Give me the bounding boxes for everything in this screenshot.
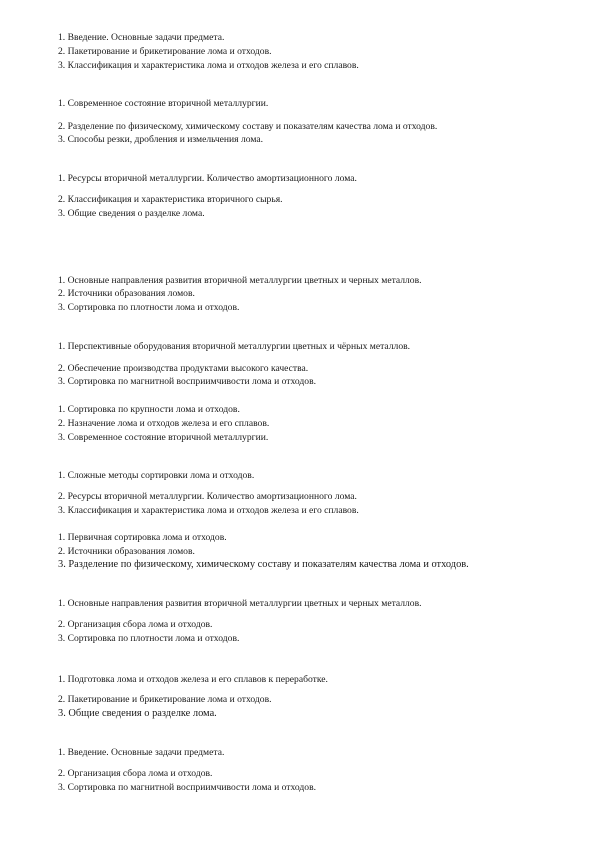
- text-line: 3. Общие сведения о разделке лома.: [58, 708, 217, 719]
- text-line: 3. Классификация и характеристика лома и отходов железа и его сплавов.: [58, 505, 359, 516]
- text-line: 1. Сложные методы сортировки лома и отходов.: [58, 470, 255, 481]
- text-line: 1. Основные направления развития вторичной металлургии цветных и черных металлов.: [58, 275, 422, 286]
- text-line: 2. Источники образования ломов.: [58, 288, 195, 299]
- text-line: 2. Организация сбора лома и отходов.: [58, 619, 213, 630]
- text-line: 2. Обеспечение производства продуктами высокого качества.: [58, 363, 309, 374]
- text-line: 3. Сортировка по плотности лома и отходов.: [58, 633, 240, 644]
- text-line: 2. Пакетирование и брикетирование лома и отходов.: [58, 694, 272, 705]
- text-line: 3. Современное состояние вторичной металлургии.: [58, 432, 269, 443]
- text-line: 2. Пакетирование и брикетирование лома и отходов.: [58, 46, 272, 57]
- text-line: 1. Введение. Основные задачи предмета.: [58, 747, 225, 758]
- text-line: 2. Организация сбора лома и отходов.: [58, 768, 213, 779]
- text-line: 3. Сортировка по магнитной восприимчивости лома и отходов.: [58, 782, 317, 793]
- text-line: 1. Современное состояние вторичной металлургии.: [58, 98, 269, 109]
- text-line: 1. Подготовка лома и отходов железа и его сплавов к переработке.: [58, 674, 328, 685]
- text-line: 2. Назначение лома и отходов железа и его сплавов.: [58, 418, 270, 429]
- text-line: 3. Сортировка по плотности лома и отходов.: [58, 302, 240, 313]
- text-line: 1. Перспективные оборудования вторичной металлургии цветных и чёрных металлов.: [58, 341, 411, 352]
- text-line: 1. Сортировка по крупности лома и отходов.: [58, 404, 240, 415]
- text-line: 2. Ресурсы вторичной металлургии. Количество амортизационного лома.: [58, 491, 357, 502]
- text-line: 1. Введение. Основные задачи предмета.: [58, 32, 225, 43]
- text-line: 3. Сортировка по магнитной восприимчивости лома и отходов.: [58, 376, 317, 387]
- text-line: 1. Основные направления развития вторичной металлургии цветных и черных металлов.: [58, 598, 422, 609]
- text-line: 3. Разделение по физическому, химическому составу и показателям качества лома и отходов.: [58, 559, 469, 570]
- text-line: 2. Классификация и характеристика вторичного сырья.: [58, 194, 283, 205]
- text-line: 2. Источники образования ломов.: [58, 546, 195, 557]
- text-line: 3. Способы резки, дробления и измельчения лома.: [58, 134, 264, 145]
- text-line: 1. Ресурсы вторичной металлургии. Количество амортизационного лома.: [58, 173, 357, 184]
- text-line: 2. Разделение по физическому, химическому составу и показателям качества лома и отходов.: [58, 121, 438, 132]
- text-line: 3. Общие сведения о разделке лома.: [58, 208, 205, 219]
- text-line: 3. Классификация и характеристика лома и отходов железа и его сплавов.: [58, 60, 359, 71]
- text-line: 1. Первичная сортировка лома и отходов.: [58, 532, 227, 543]
